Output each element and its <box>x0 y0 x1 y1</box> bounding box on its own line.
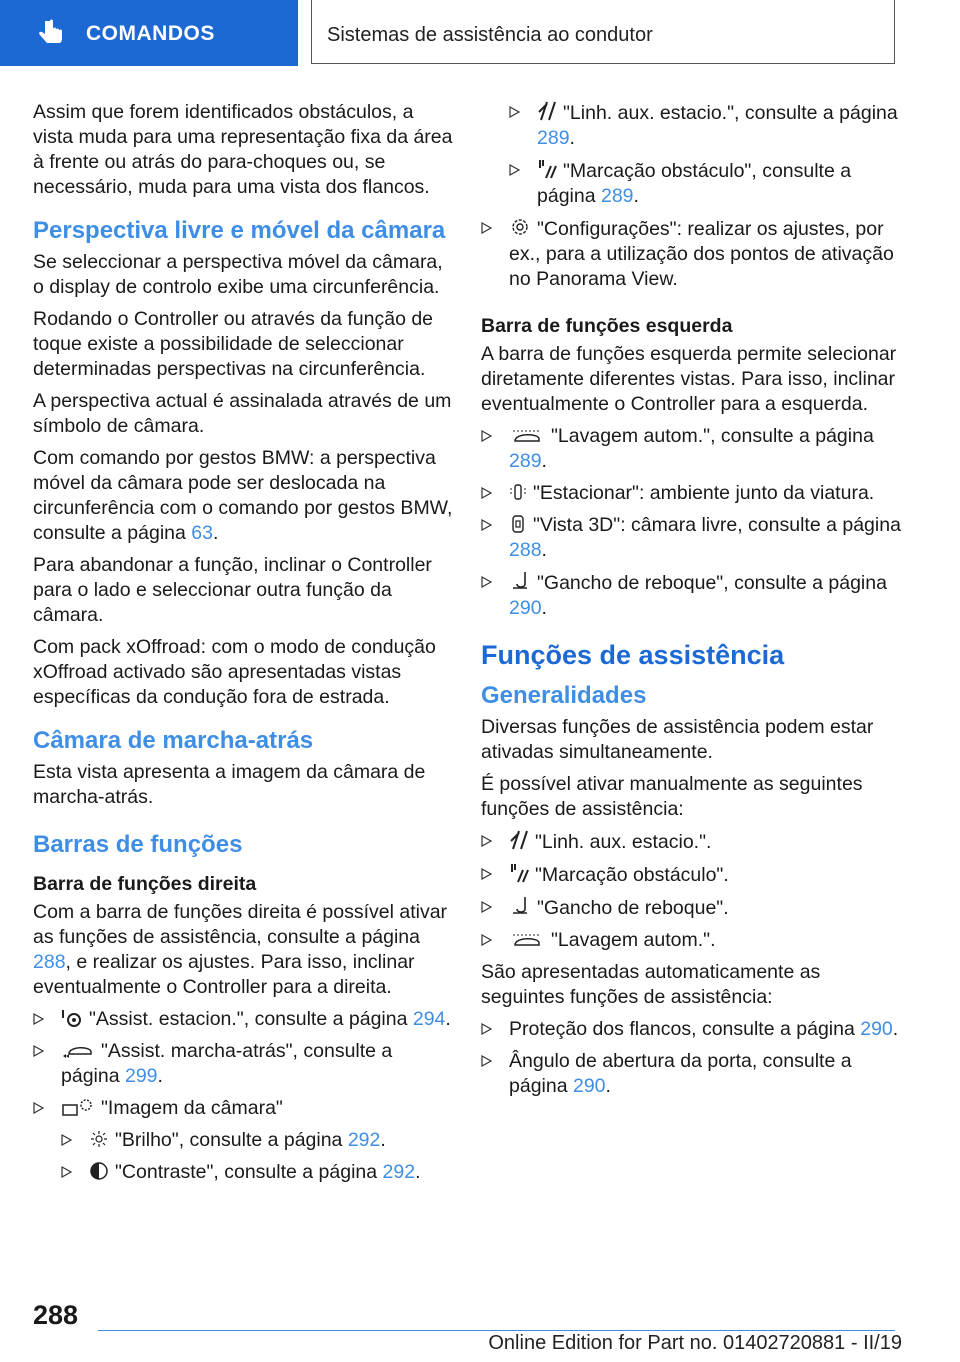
left-column <box>33 100 453 1192</box>
list-item-text: "Imagem da câmara" <box>101 1097 283 1119</box>
list-item <box>481 895 901 921</box>
bullet-triangle-icon <box>33 1013 44 1025</box>
footer-edition: Online Edition for Part no. 01402720881 - II/19 <box>488 1332 902 1354</box>
page-link[interactable]: 288 <box>33 951 66 973</box>
paragraph: Se seleccionar a perspectiva móvel da câmara, o display de controlo exibe uma circunferência. <box>33 251 443 298</box>
list-item-text: "Gancho de reboque", consulte a página <box>537 572 887 594</box>
page-link[interactable]: 299 <box>124 1065 158 1087</box>
page-link[interactable]: 290 <box>572 1075 606 1097</box>
bullet-triangle-icon <box>33 1045 44 1057</box>
bullet-triangle-icon <box>481 222 492 234</box>
sub-list-item: "Contraste", consulte a página 292. <box>61 1160 453 1185</box>
page-link[interactable]: 290 <box>509 597 542 619</box>
list-item-text: "Assist. estacion.", consulte a página <box>89 1008 413 1030</box>
camera-settings-icon <box>61 1097 95 1117</box>
list-item-text: "Marcação obstáculo". <box>535 864 729 886</box>
sub-list-item: "Linh. aux. estacio.", consulte a página 289. <box>509 100 901 151</box>
page-link[interactable]: 289 <box>600 185 634 207</box>
list-item-text: Proteção dos flancos, consulte a página <box>509 1018 861 1040</box>
punctuation: . <box>892 1018 899 1040</box>
paragraph-text: , e realizar os ajustes. Para isso, inclinar eventualmente o Controller para a direita. <box>33 951 415 998</box>
page-link[interactable]: 289 <box>537 127 570 149</box>
car-wash-icon <box>509 931 545 949</box>
paragraph: A barra de funções esquerda permite selecionar diretamente diferentes vistas. Para isso, inclinar eventualmente o Controller para a esquerda. <box>481 343 897 415</box>
paragraph: Com comando por gestos BMW: a perspectiva móvel da câmara pode ser deslocada na circunferência com o comando por gestos BMW, consulte a página 63. <box>33 447 453 544</box>
heading-esquerda: Barra de funções esquerda <box>481 315 733 337</box>
bullet-triangle-icon <box>61 1166 72 1178</box>
list-item: "Assist. marcha-atrás", consulte a página 299. <box>33 1039 453 1089</box>
page-link[interactable]: 63 <box>191 522 213 544</box>
bullet-triangle-icon <box>33 1102 44 1114</box>
heading-direita: Barra de funções direita <box>33 873 257 895</box>
obstacle-marking-icon <box>537 158 557 180</box>
paragraph: São apresentadas automaticamente as seguintes funções de assistência: <box>481 961 821 1008</box>
list-item <box>33 1096 453 1121</box>
page-link[interactable]: 292 <box>382 1161 416 1183</box>
list-item <box>481 862 901 888</box>
bullet-triangle-icon <box>481 934 492 946</box>
contrast-icon <box>89 1161 109 1181</box>
heading-camara: Câmara de marcha-atrás <box>33 727 314 754</box>
parking-view-icon <box>509 482 527 502</box>
heading-funcoes: Funções de assistência <box>481 640 785 670</box>
list-item-text: "Brilho", consulte a página <box>115 1129 348 1151</box>
paragraph: Para abandonar a função, inclinar o Controller para o lado e seleccionar outra função da câmara. <box>33 554 432 626</box>
paragraph: Rodando o Controller ou através da função de toque existe a possibilidade de seleccionar determinadas perspectivas na circunferência. <box>33 308 434 380</box>
bullet-triangle-icon <box>509 164 520 176</box>
list-item-text: "Contraste", consulte a página <box>115 1161 383 1183</box>
sub-list-item: "Brilho", consulte a página 292. <box>61 1128 453 1153</box>
bullet-triangle-icon <box>481 868 492 880</box>
hand-pointer-icon <box>36 18 66 48</box>
right-column <box>481 100 901 1106</box>
bullet-triangle-icon <box>481 576 492 588</box>
paragraph: Assim que forem identificados obstáculos, a vista muda para uma representação fixa da área à frente ou atrás do para-choques ou, se necessário, muda para uma vista dos flancos. <box>33 101 453 198</box>
bullet-triangle-icon <box>481 901 492 913</box>
bullet-triangle-icon <box>509 106 520 118</box>
heading-perspectiva: Perspectiva livre e móvel da câmara <box>33 217 446 244</box>
park-assist-icon <box>61 1008 83 1028</box>
paragraph: A perspectiva actual é assinalada através de um símbolo de câmara. <box>33 390 452 437</box>
breadcrumb <box>311 0 895 64</box>
list-item <box>481 1017 901 1042</box>
heading-barras: Barras de funções <box>33 831 243 858</box>
paragraph: Esta vista apresenta a imagem da câmara de marcha-atrás. <box>33 761 426 808</box>
page-link[interactable]: 292 <box>347 1129 381 1151</box>
list-item: "Vista 3D": câmara livre, consulte a página 288. <box>481 513 901 563</box>
list-item <box>481 1049 901 1099</box>
chapter-title: COMANDOS <box>86 22 215 45</box>
list-item <box>481 216 901 292</box>
list-item: "Lavagem autom.", consulte a página 289. <box>481 424 901 474</box>
heading-generalidades: Generalidades <box>481 682 647 709</box>
footer-divider <box>98 1330 895 1331</box>
list-item-text: "Estacionar": ambiente junto da viatura. <box>533 482 875 504</box>
paragraph-text: Com comando por gestos BMW: a perspectiva móvel da câmara pode ser deslocada na circunferência com o comando por gestos BMW, consulte a página <box>33 447 453 544</box>
gear-icon <box>509 216 531 238</box>
sub-list-item: "Marcação obstáculo", consulte a página 289. <box>509 158 901 209</box>
page-link[interactable]: 290 <box>860 1018 893 1040</box>
parking-guide-lines-icon <box>537 100 557 122</box>
bullet-triangle-icon <box>481 1023 492 1035</box>
list-item <box>481 481 901 506</box>
list-item-text: Ângulo de abertura da porta, consulte a página <box>509 1050 852 1097</box>
list-item-text: "Vista 3D": câmara livre, consulte a página <box>533 514 901 536</box>
tow-hook-icon <box>509 895 531 917</box>
list-item-text: "Lavagem autom.". <box>551 929 716 951</box>
bullet-triangle-icon <box>481 430 492 442</box>
reverse-assist-icon <box>61 1042 95 1060</box>
list-item <box>481 829 901 855</box>
3d-view-icon <box>509 514 527 534</box>
section-title: Sistemas de assistência ao condutor <box>327 24 653 46</box>
paragraph-text: Com a barra de funções direita é possível ativar as funções de assistência, consulte a página <box>33 901 448 948</box>
bullet-triangle-icon <box>481 835 492 847</box>
parking-guide-lines-icon <box>509 829 529 851</box>
brightness-icon <box>89 1129 109 1149</box>
paragraph: É possível ativar manualmente as seguintes funções de assistência: <box>481 773 863 820</box>
bullet-triangle-icon <box>61 1134 72 1146</box>
tow-hook-icon <box>509 570 531 592</box>
paragraph: Com pack xOffroad: com o modo de condução xOffroad activado são apresentadas vistas específicas da condução fora de estrada. <box>33 636 436 708</box>
chapter-tab[interactable] <box>0 0 298 66</box>
obstacle-marking-icon <box>509 862 529 884</box>
list-item-text: "Configurações": realizar os ajustes, por ex., para a utilização dos pontos de ativação no Panorama View. <box>509 218 894 290</box>
list-item-text: "Assist. marcha-atrás", consulte a página <box>61 1040 393 1087</box>
car-wash-icon <box>509 427 545 445</box>
bullet-triangle-icon <box>481 1055 492 1067</box>
paragraph: Diversas funções de assistência podem estar ativadas simultaneamente. <box>481 716 874 763</box>
page-link[interactable]: 289 <box>509 450 542 472</box>
list-item: "Assist. estacion.", consulte a página 294. <box>33 1007 453 1032</box>
list-item: "Gancho de reboque", consulte a página 290. <box>481 570 901 621</box>
list-item-text: "Gancho de reboque". <box>537 897 729 919</box>
list-item-text: "Linh. aux. estacio.". <box>535 831 712 853</box>
bullet-triangle-icon <box>481 519 492 531</box>
list-item-text: "Marcação obstáculo", consulte a página <box>537 160 852 207</box>
punctuation: . <box>605 1075 611 1097</box>
page-number: 288 <box>33 1300 79 1330</box>
paragraph <box>33 900 453 1000</box>
bullet-triangle-icon <box>481 487 492 499</box>
page-header <box>0 0 960 66</box>
page-link[interactable]: 288 <box>509 539 542 561</box>
list-item-text: "Lavagem autom.", consulte a página <box>551 425 874 447</box>
list-item <box>481 928 901 953</box>
page-link[interactable]: 294 <box>412 1008 446 1030</box>
list-item-text: "Linh. aux. estacio.", consulte a página <box>563 102 898 124</box>
